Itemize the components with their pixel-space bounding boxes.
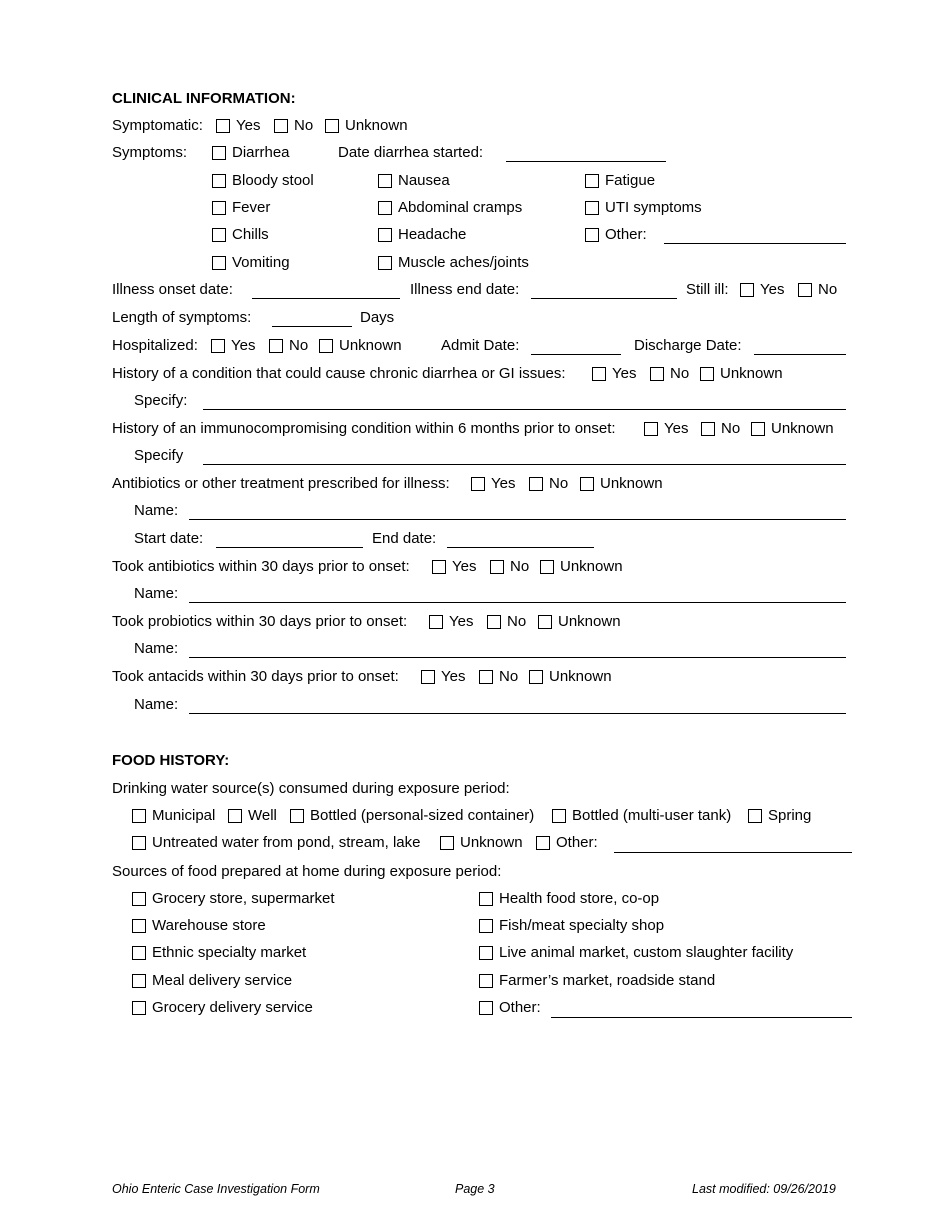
food-other-field[interactable] [551, 1017, 852, 1018]
untreated-water-label: Untreated water from pond, stream, lake [152, 834, 421, 851]
hospitalized-yes-checkbox[interactable] [211, 339, 225, 353]
fever-label: Fever [232, 199, 271, 216]
symptomatic-no-label: No [294, 117, 314, 134]
still-ill-no-checkbox[interactable] [798, 283, 812, 297]
took-probiotics-name-field[interactable] [189, 657, 846, 658]
headache-label: Headache [398, 226, 467, 243]
food-other-label: Other: [499, 999, 541, 1016]
bottled-personal-checkbox[interactable] [290, 809, 304, 823]
antibiotics-prescribed-yes-label: Yes [491, 475, 516, 492]
discharge-date-label: Discharge Date: [634, 337, 742, 354]
took-probiotics-yes-checkbox[interactable] [429, 615, 443, 629]
immuno-specify-label: Specify [134, 447, 184, 464]
grocery-delivery-checkbox[interactable] [132, 1001, 146, 1015]
illness-end-date-field[interactable] [531, 298, 677, 299]
took-antacids-name-field[interactable] [189, 713, 846, 714]
discharge-date-field[interactable] [754, 354, 846, 355]
chronic-diarrhea-yes-label: Yes [612, 365, 637, 382]
municipal-checkbox[interactable] [132, 809, 146, 823]
took-probiotics-unknown-checkbox[interactable] [538, 615, 552, 629]
length-of-symptoms-field[interactable] [272, 326, 352, 327]
muscle-aches-label: Muscle aches/joints [398, 254, 529, 271]
took-antibiotics-unknown-label: Unknown [560, 558, 623, 575]
food-heading: FOOD HISTORY: [112, 752, 230, 769]
took-probiotics-yes-label: Yes [449, 613, 474, 630]
bloody-stool-checkbox[interactable] [212, 174, 226, 188]
immuno-unknown-checkbox[interactable] [751, 422, 765, 436]
diarrhea-checkbox[interactable] [212, 146, 226, 160]
symptoms-label: Symptoms: [112, 144, 188, 161]
fish-meat-checkbox[interactable] [479, 919, 493, 933]
took-probiotics-unknown-label: Unknown [558, 613, 621, 630]
abdominal-cramps-checkbox[interactable] [378, 201, 392, 215]
took-antibiotics-no-checkbox[interactable] [490, 560, 504, 574]
date-diarrhea-started-field[interactable] [506, 161, 666, 162]
well-checkbox[interactable] [228, 809, 242, 823]
diarrhea-label: Diarrhea [232, 144, 290, 161]
antibiotics-prescribed-yes-checkbox[interactable] [471, 477, 485, 491]
took-antacids-yes-checkbox[interactable] [421, 670, 435, 684]
took-antibiotics-question: Took antibiotics within 30 days prior to onset: [112, 558, 410, 575]
start-date-field[interactable] [216, 547, 363, 548]
other-symptom-field[interactable] [664, 243, 846, 244]
chronic-specify-label: Specify: [134, 392, 188, 409]
chronic-diarrhea-no-label: No [670, 365, 690, 382]
hospitalized-no-label: No [289, 337, 309, 354]
still-ill-yes-checkbox[interactable] [740, 283, 754, 297]
headache-checkbox[interactable] [378, 228, 392, 242]
chills-checkbox[interactable] [212, 228, 226, 242]
vomiting-label: Vomiting [232, 254, 290, 271]
illness-onset-date-label: Illness onset date: [112, 281, 233, 298]
took-antacids-unknown-checkbox[interactable] [529, 670, 543, 684]
admit-date-label: Admit Date: [441, 337, 520, 354]
meal-delivery-checkbox[interactable] [132, 974, 146, 988]
antibiotics-prescribed-name-label: Name: [134, 502, 179, 519]
immuno-specify-field[interactable] [203, 464, 846, 465]
water-other-field[interactable] [614, 852, 852, 853]
antibiotics-prescribed-name-field[interactable] [189, 519, 846, 520]
chronic-diarrhea-unknown-label: Unknown [720, 365, 783, 382]
symptomatic-unknown-label: Unknown [345, 117, 408, 134]
hospitalized-no-checkbox[interactable] [269, 339, 283, 353]
antibiotics-prescribed-unknown-label: Unknown [600, 475, 663, 492]
ethnic-market-label: Ethnic specialty market [152, 944, 307, 961]
farmers-market-label: Farmer’s market, roadside stand [499, 972, 716, 989]
took-antibiotics-yes-checkbox[interactable] [432, 560, 446, 574]
grocery-store-checkbox[interactable] [132, 892, 146, 906]
grocery-store-label: Grocery store, supermarket [152, 890, 335, 907]
symptomatic-yes-checkbox[interactable] [216, 119, 230, 133]
chills-label: Chills [232, 226, 269, 243]
took-antacids-yes-label: Yes [441, 668, 466, 685]
immuno-unknown-label: Unknown [771, 420, 834, 437]
fatigue-checkbox[interactable] [585, 174, 599, 188]
muscle-aches-checkbox[interactable] [378, 256, 392, 270]
other-symptom-label: Other: [605, 226, 647, 243]
symptomatic-no-checkbox[interactable] [274, 119, 288, 133]
took-antibiotics-name-field[interactable] [189, 602, 846, 603]
municipal-label: Municipal [152, 807, 216, 824]
end-date-label: End date: [372, 530, 437, 547]
still-ill-label: Still ill: [686, 281, 729, 298]
water-other-label: Other: [556, 834, 598, 851]
food-other-checkbox[interactable] [479, 1001, 493, 1015]
took-antibiotics-name-label: Name: [134, 585, 179, 602]
health-food-checkbox[interactable] [479, 892, 493, 906]
antibiotics-prescribed-no-label: No [549, 475, 569, 492]
took-antacids-name-label: Name: [134, 696, 179, 713]
immuno-question: History of an immunocompromising condition within 6 months prior to onset: [112, 420, 616, 437]
hospitalized-label: Hospitalized: [112, 337, 198, 354]
water-unknown-label: Unknown [460, 834, 523, 851]
still-ill-no-label: No [818, 281, 838, 298]
took-probiotics-question: Took probiotics within 30 days prior to onset: [112, 613, 408, 630]
hospitalized-unknown-checkbox[interactable] [319, 339, 333, 353]
took-antibiotics-no-label: No [510, 558, 530, 575]
took-probiotics-no-label: No [507, 613, 527, 630]
chronic-diarrhea-no-checkbox[interactable] [650, 367, 664, 381]
water-unknown-checkbox[interactable] [440, 836, 454, 850]
meal-delivery-label: Meal delivery service [152, 972, 293, 989]
antibiotics-prescribed-question: Antibiotics or other treatment prescribed for illness: [112, 475, 450, 492]
chronic-diarrhea-yes-checkbox[interactable] [592, 367, 606, 381]
immuno-yes-checkbox[interactable] [644, 422, 658, 436]
nausea-checkbox[interactable] [378, 174, 392, 188]
farmers-market-checkbox[interactable] [479, 974, 493, 988]
health-food-label: Health food store, co-op [499, 890, 660, 907]
chronic-specify-field[interactable] [203, 409, 846, 410]
date-diarrhea-started-label: Date diarrhea started: [338, 144, 484, 161]
days-label: Days [360, 309, 395, 326]
spring-checkbox[interactable] [748, 809, 762, 823]
live-animal-label: Live animal market, custom slaughter facility [499, 944, 794, 961]
took-antacids-question: Took antacids within 30 days prior to onset: [112, 668, 399, 685]
footer-last-modified: Last modified: 09/26/2019 [692, 1182, 836, 1196]
took-probiotics-name-label: Name: [134, 640, 179, 657]
illness-onset-date-field[interactable] [252, 298, 400, 299]
symptomatic-yes-label: Yes [236, 117, 261, 134]
took-antacids-no-checkbox[interactable] [479, 670, 493, 684]
water-question: Drinking water source(s) consumed during exposure period: [112, 780, 510, 797]
uti-symptoms-label: UTI symptoms [605, 199, 702, 216]
footer-page-number: Page 3 [455, 1182, 495, 1196]
chronic-diarrhea-question: History of a condition that could cause chronic diarrhea or GI issues: [112, 365, 566, 382]
still-ill-yes-label: Yes [760, 281, 785, 298]
immuno-yes-label: Yes [664, 420, 689, 437]
chronic-diarrhea-unknown-checkbox[interactable] [700, 367, 714, 381]
uti-symptoms-checkbox[interactable] [585, 201, 599, 215]
well-label: Well [248, 807, 277, 824]
untreated-water-checkbox[interactable] [132, 836, 146, 850]
fish-meat-label: Fish/meat specialty shop [499, 917, 665, 934]
ethnic-market-checkbox[interactable] [132, 946, 146, 960]
bloody-stool-label: Bloody stool [232, 172, 314, 189]
water-other-checkbox[interactable] [536, 836, 550, 850]
took-probiotics-no-checkbox[interactable] [487, 615, 501, 629]
symptomatic-unknown-checkbox[interactable] [325, 119, 339, 133]
immuno-no-label: No [721, 420, 741, 437]
took-antacids-unknown-label: Unknown [549, 668, 612, 685]
clinical-heading: CLINICAL INFORMATION: [112, 90, 296, 107]
length-of-symptoms-label: Length of symptoms: [112, 309, 252, 326]
nausea-label: Nausea [398, 172, 450, 189]
antibiotics-prescribed-unknown-checkbox[interactable] [580, 477, 594, 491]
grocery-delivery-label: Grocery delivery service [152, 999, 313, 1016]
took-antibiotics-unknown-checkbox[interactable] [540, 560, 554, 574]
illness-end-date-label: Illness end date: [410, 281, 520, 298]
symptomatic-label: Symptomatic: [112, 117, 203, 134]
abdominal-cramps-label: Abdominal cramps [398, 199, 523, 216]
food-sources-question: Sources of food prepared at home during exposure period: [112, 863, 502, 880]
admit-date-field[interactable] [531, 354, 621, 355]
warehouse-store-checkbox[interactable] [132, 919, 146, 933]
took-antibiotics-yes-label: Yes [452, 558, 477, 575]
start-date-label: Start date: [134, 530, 204, 547]
end-date-field[interactable] [447, 547, 594, 548]
bottled-multi-label: Bottled (multi-user tank) [572, 807, 732, 824]
antibiotics-prescribed-no-checkbox[interactable] [529, 477, 543, 491]
took-antacids-no-label: No [499, 668, 519, 685]
other-symptom-checkbox[interactable] [585, 228, 599, 242]
bottled-personal-label: Bottled (personal-sized container) [310, 807, 535, 824]
vomiting-checkbox[interactable] [212, 256, 226, 270]
bottled-multi-checkbox[interactable] [552, 809, 566, 823]
fatigue-label: Fatigue [605, 172, 656, 189]
spring-label: Spring [768, 807, 812, 824]
hospitalized-unknown-label: Unknown [339, 337, 402, 354]
fever-checkbox[interactable] [212, 201, 226, 215]
live-animal-checkbox[interactable] [479, 946, 493, 960]
footer-form-name: Ohio Enteric Case Investigation Form [112, 1182, 320, 1196]
hospitalized-yes-label: Yes [231, 337, 256, 354]
warehouse-store-label: Warehouse store [152, 917, 266, 934]
immuno-no-checkbox[interactable] [701, 422, 715, 436]
